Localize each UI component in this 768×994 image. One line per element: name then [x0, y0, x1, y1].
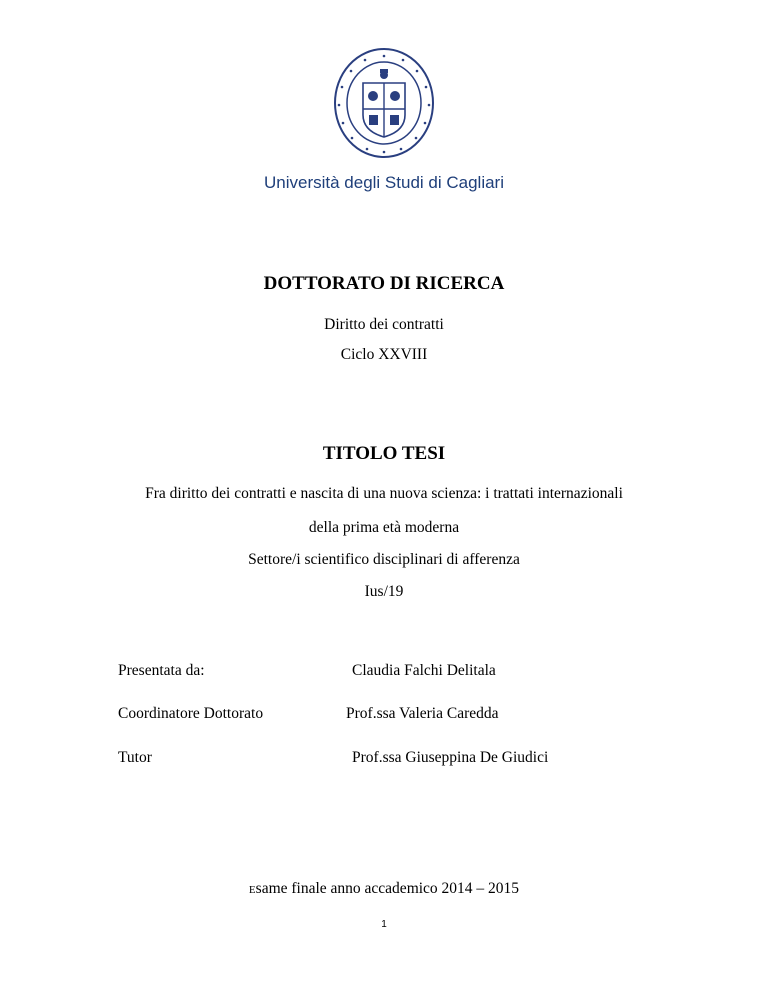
sector-code: Ius/19: [364, 583, 404, 600]
coordinator-label: Coordinatore Dottorato: [118, 705, 264, 722]
presenter-name: Claudia Falchi Delitala: [352, 662, 496, 679]
cycle: Ciclo XXVIII: [340, 346, 428, 363]
tutor-name: Prof.ssa Giuseppina De Giudici: [352, 749, 549, 766]
exam-year-line: [0, 880, 768, 898]
exam-initial: E: [248, 884, 256, 896]
thesis-title-line1: Fra diritto dei contratti e nascita di una nuova scienza: i trattati internazionali: [145, 485, 623, 502]
page-number: 1: [381, 919, 387, 930]
program-name: Diritto dei contratti: [324, 316, 444, 333]
university-seal-icon: [333, 47, 435, 159]
sector-label: Settore/i scientifico disciplinari di afferenza: [248, 551, 520, 568]
program-heading: DOTTORATO DI RICERCA: [263, 273, 505, 294]
exam-text: same finale anno accademico 2014 – 2015: [255, 880, 520, 897]
university-name: Università degli Studi di Cagliari: [263, 173, 504, 192]
tutor-label: Tutor: [118, 749, 152, 766]
thesis-heading: TITOLO TESI: [322, 443, 446, 464]
coordinator-name: Prof.ssa Valeria Caredda: [346, 705, 499, 722]
thesis-title-line2: della prima età moderna: [308, 519, 460, 536]
presenter-label: Presentata da:: [118, 662, 205, 679]
